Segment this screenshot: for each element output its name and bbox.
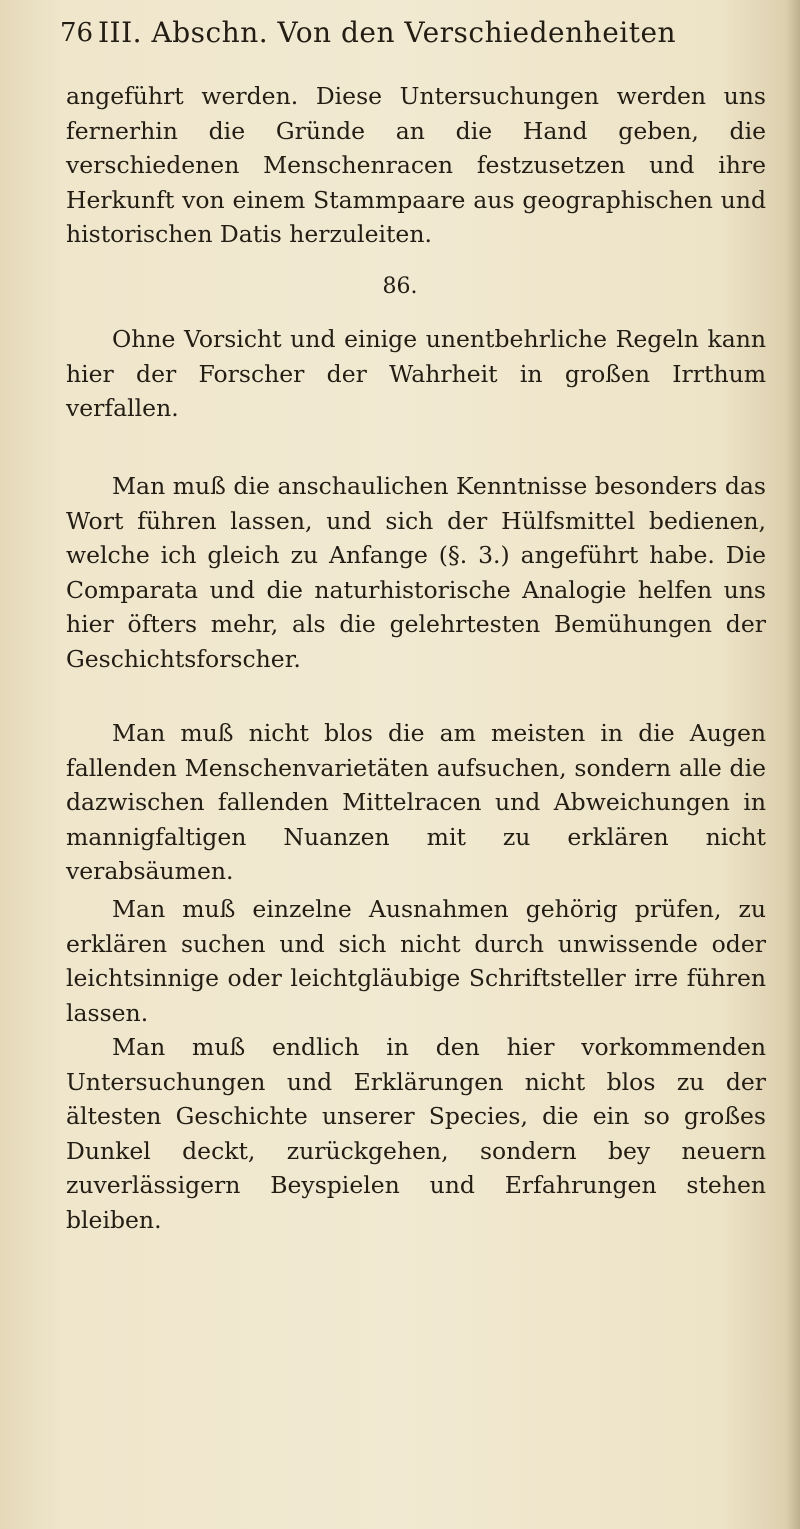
running-title: III. Abschn. Von den Verschiedenheiten <box>98 16 677 49</box>
page-edge-shadow <box>786 0 800 1529</box>
paragraph-rule-one: Man muß die anschaulichen Kenntnisse besonders das Wort führen lassen, und sich der Hülfsmittel bedienen, welche ich gleich zu Anfange (§. 3.) angeführt habe. Die Comparata und die naturhistorische Analogie helfen uns hier öfters mehr, als die gelehrtesten Bemühungen der Geschichtsforscher. <box>66 472 766 673</box>
paragraph-rule-four: Man muß endlich in den hier vorkommenden Untersuchungen und Erklärungen nicht blos zu der ältesten Geschichte unserer Species, die ein so großes Dunkel deckt, zurückgehen, sondern bey neuern zuverlässigern Beyspielen und Erfahrungen stehen bleiben. <box>66 1033 766 1234</box>
paragraph-rule-two: Man muß nicht blos die am meisten in die Augen fallenden Menschenvarietäten aufsuchen, sondern alle die dazwischen fallenden Mittelracen und Abweichungen in mannigfaltigen Nuanzen mit zu erklären nicht verabsäumen. <box>66 719 766 885</box>
paragraph-rule-three: Man muß einzelne Ausnahmen gehörig prüfen, zu erklären suchen und sich nicht durch unwissende oder leichtsinnige oder leichtgläubige Schriftsteller irre führen lassen. <box>66 895 766 1027</box>
paragraph-intro: angeführt werden. Diese Untersuchungen werden uns fernerhin die Gründe an die Hand geben, die verschiedenen Menschenracen festzusetzen und ihre Herkunft von einem Stammpaare aus geographischen und historischen Datis herzuleiten. <box>66 82 766 248</box>
paragraph-caution: Ohne Vorsicht und einige unentbehrliche Regeln kann hier der Forscher der Wahrheit in großen Irrthum verfallen. <box>66 325 766 422</box>
page-header <box>60 14 760 54</box>
section-number: 86. <box>382 274 418 299</box>
page-number: 76 <box>60 18 94 48</box>
